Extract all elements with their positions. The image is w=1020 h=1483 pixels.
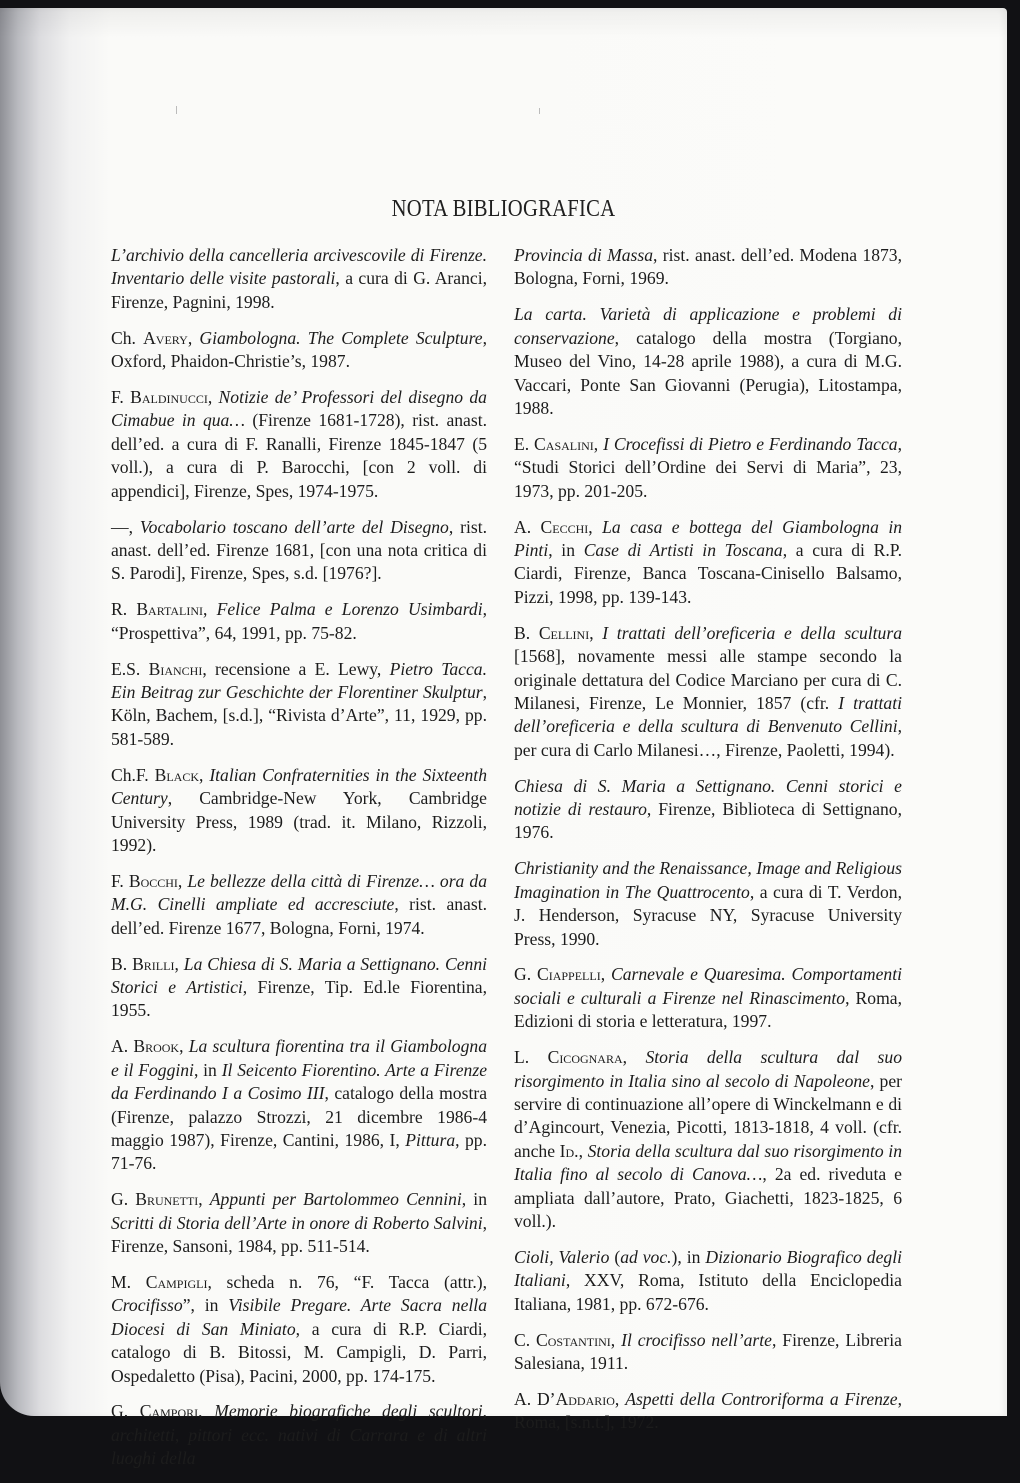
entry-author: Black — [154, 764, 200, 785]
entry-title-italic: Notizie de’ Professori del disegno da Cimabue in qua… — [111, 387, 487, 431]
page-title: NOTA BIBLIOGRAFICA — [391, 196, 616, 223]
entry-text: , — [610, 1329, 622, 1350]
entry-title-italic: I Crocefissi di Pietro e Ferdinando Tacca — [603, 433, 898, 454]
entry-title-italic: Italian Confraternities in the Sixteenth Century — [111, 764, 487, 809]
entry-title-italic: Le bellezze della città di Firenze… ora da M.G. Cinelli ampliate ed accresciute — [111, 870, 487, 915]
entry-author: Id. — [559, 1140, 579, 1161]
entry-title-italic: La scultura fiorentina tra il Giambologna e il Foggini — [111, 1036, 487, 1080]
entry-title-italic: ad voc. — [620, 1246, 672, 1267]
entry-text: , per cura di Carlo Milanesi…, Firenze, Paoletti, 1994). — [514, 716, 902, 760]
bibliography-entry — [111, 953, 487, 1023]
bibliography-entry — [111, 516, 487, 586]
entry-title-italic: Storia della scultura dal suo risorgimento in Italia fino al secolo di Canova… — [514, 1140, 902, 1185]
entry-text: , — [614, 1388, 626, 1409]
bibliography-entry — [111, 1400, 487, 1470]
entry-author: Brook — [133, 1036, 180, 1057]
entry-text: R. — [111, 599, 137, 620]
entry-text: (Firenze 1681-1728), rist. anast. dell’ed. a cura di F. Ranalli, Firenze 1845-1847 (5 voll.), a cura di P. Barocchi, [con 2 voll. di appendici], Firenze, Spes, 1974-1975. — [111, 410, 487, 501]
entry-text: [1568], novamente messi alle stampe secondo la originale dettatura del Codice Marciano per cura di C. Milanesi, Firenze, Le Monnier, 1857 (cfr. — [514, 646, 902, 713]
entry-author: Cicognara — [547, 1047, 623, 1068]
entry-text: , scheda n. 76, “F. Tacca (attr.), — [207, 1271, 487, 1292]
entry-text: A. — [514, 516, 541, 537]
entry-title-italic: L’archivio della cancelleria arcivescovile di Firenze. Inventario delle visite pastorali — [111, 245, 487, 289]
book-page — [0, 8, 1007, 1469]
entry-text: , Köln, Bachem, [s.d.], “Rivista d’Arte”, 11, 1929, pp. 581-589. — [111, 682, 487, 749]
entry-title-italic: La carta. Varietà di applicazione e problemi di conservazione — [514, 304, 902, 348]
entry-text: , rist. anast. dell’ed. Modena 1873, Bologna, Forni, 1969. — [514, 245, 902, 289]
entry-text: C. — [514, 1329, 537, 1350]
bibliography-entry — [514, 1388, 902, 1435]
bibliography-entry — [514, 857, 902, 951]
entry-text: , “Studi Storici dell’Ordine dei Servi di Maria”, 23, 1973, pp. 201-205. — [514, 433, 903, 501]
entry-text: , — [207, 387, 219, 408]
entry-text: , Roma, Edizioni di storia e letteratura, 1997. — [514, 987, 902, 1032]
bibliography-entry — [514, 433, 902, 503]
entry-author: Ciappelli — [536, 964, 601, 985]
entry-text: , Roma, [s.n.t.], 1972. — [514, 1388, 902, 1433]
entry-text: F. — [111, 870, 129, 891]
entry-text: E. — [514, 433, 535, 454]
bibliography-entry — [111, 244, 487, 314]
entry-text: L. — [514, 1047, 548, 1068]
entry-text: ”, in — [182, 1295, 229, 1316]
bibliography-right-column — [514, 244, 902, 1447]
entry-text: , — [198, 1401, 215, 1422]
entry-title-italic: Carnevale e Quaresima. Comportamenti sociali e culturali a Firenze nel Rinascimento — [514, 964, 902, 1008]
bibliography-entry — [111, 764, 487, 858]
entry-title-italic: Il crocifisso nell’arte — [621, 1329, 772, 1350]
entry-text: E.S. — [111, 658, 149, 679]
bibliography-entry — [111, 598, 487, 645]
bibliography-entry — [111, 870, 487, 940]
entry-text: , 2a ed. riveduta e ampliata dall’autore, Prato, Giachetti, 1823-1825, 6 voll.). — [514, 1164, 902, 1232]
entry-text: , in — [193, 1059, 222, 1080]
entry-text: , — [600, 964, 611, 985]
entry-text: , per servire di continuazione all’opere di Winckelmann e di d’Agincourt, Venezia, Picotti, 1813-1818, 4 voll. (cfr. anche — [514, 1070, 902, 1161]
entry-text: , — [187, 327, 200, 348]
entry-text: B. — [111, 953, 133, 974]
entry-title-italic: Provincia di Massa — [514, 245, 654, 265]
entry-author: Campigli — [145, 1271, 208, 1292]
entry-author: Avery — [143, 327, 188, 348]
entry-title-italic: La casa e bottega del Giambologna in Pinti — [514, 516, 902, 560]
entry-text: , catalogo della mostra (Firenze, palazzo Strozzi, 21 dicembre 1986-4 maggio 1987), Firenze, Cantini, 1986, I, — [111, 1083, 488, 1150]
entry-text: M. — [111, 1271, 146, 1292]
entry-text: , — [179, 1036, 189, 1057]
entry-text: , a cura di R.P. Ciardi, Firenze, Banca Toscana-Cinisello Balsamo, Pizzi, 1998, pp. 139-143. — [514, 539, 902, 607]
entry-title-italic: Memorie biografiche degli scultori, architetti, pittori ecc. nativi di Carrara e di altri luoghi della — [111, 1401, 487, 1469]
entry-text: F. — [111, 387, 131, 408]
entry-author: Campori — [139, 1401, 199, 1422]
entry-text: G. — [111, 1401, 140, 1422]
bibliography-entry — [514, 775, 902, 845]
entry-text: , Firenze, Libreria Salesiana, 1911. — [514, 1329, 902, 1374]
entry-text: , — [203, 599, 217, 620]
entry-text: A. — [111, 1036, 134, 1057]
bibliography-entry — [111, 1271, 487, 1388]
bibliography-entry — [514, 303, 902, 420]
entry-text: , Oxford, Phaidon-Christie’s, 1987. — [111, 327, 487, 372]
entry-title-italic: Felice Palma e Lorenzo Usimbardi — [216, 599, 483, 620]
bibliography-entry — [514, 1246, 902, 1316]
entry-title-italic: Case di Artisti in Toscana — [583, 539, 783, 560]
entry-title-italic: Giambologna. The Complete Sculpture — [199, 327, 483, 348]
entry-text: , pp. 71-76. — [111, 1129, 487, 1174]
entry-text: ), in — [671, 1246, 706, 1267]
entry-text: G. — [111, 1189, 136, 1210]
entry-title-italic: Storia della scultura dal suo risorgimento in Italia sino al secolo di Napoleone — [514, 1047, 902, 1091]
entry-title-italic: Vocabolario toscano dell’arte del Disegno — [139, 516, 449, 537]
bibliography-entry — [111, 658, 487, 752]
entry-author: Cellini — [538, 622, 590, 643]
entry-text: , — [589, 622, 603, 643]
bibliography-entry — [111, 386, 487, 503]
entry-author: Bartalini — [136, 599, 204, 620]
bibliography-entry — [111, 327, 487, 374]
entry-text: Ch.F. — [111, 764, 155, 785]
entry-text: , — [588, 516, 603, 537]
entry-text: , — [174, 953, 184, 974]
entry-text: , — [622, 1047, 646, 1068]
entry-text: , rist. anast. dell’ed. Firenze 1681, [con una nota critica di S. Parodi], Firenze, Spes, s.d. [1976?]. — [111, 516, 487, 584]
entry-text: , — [177, 870, 188, 891]
entry-text: , XXV, Roma, Istituto della Enciclopedia Italiana, 1981, pp. 672-676. — [514, 1270, 902, 1314]
bibliography-entry — [111, 1035, 487, 1175]
entry-text: G. — [514, 964, 537, 985]
page-shadow — [0, 8, 1007, 38]
entry-title-italic: Crocifisso — [111, 1295, 183, 1316]
entry-title-italic: Dizionario Biografico degli Italiani — [514, 1246, 902, 1291]
entry-title-italic: La Chiesa di S. Maria a Settignano. Cenni Storici e Artistici — [111, 953, 488, 997]
entry-text: , in — [548, 539, 584, 560]
bibliography-entry — [514, 1329, 902, 1376]
bibliography-left-column — [111, 244, 487, 1483]
scan-artifact — [539, 108, 540, 114]
entry-text: , — [578, 1140, 588, 1161]
entry-text: , Firenze, Biblioteca di Settignano, 1976. — [514, 799, 903, 843]
entry-text: ( — [609, 1246, 621, 1267]
entry-text: , recensione a E. Lewy, — [202, 658, 390, 679]
entry-author: Brunetti — [135, 1189, 199, 1210]
entry-text: , in — [461, 1189, 487, 1210]
entry-author: Bocchi — [128, 870, 178, 891]
entry-author: Costantini — [536, 1329, 611, 1350]
entry-title-italic: Cioli, Valerio — [514, 1246, 610, 1267]
bibliography-entry — [514, 244, 902, 291]
entry-text: , a cura di T. Verdon, J. Henderson, Syracuse NY, Syracuse University Press, 1990. — [514, 881, 902, 949]
entry-title-italic: I trattati dell’oreficeria e della scultura di Benvenuto Cellini — [514, 692, 902, 737]
entry-title-italic: Visibile Pregare. Arte Sacra nella Diocesi di San Miniato — [111, 1295, 487, 1339]
entry-title-italic: Il Seicento Fiorentino. Arte a Firenze da Ferdinando I a Cosimo III — [111, 1059, 487, 1104]
entry-title-italic: Pittura — [405, 1129, 456, 1150]
entry-text: , a cura di R.P. Ciardi, catalogo di B. Bitossi, M. Campigli, D. Parri, Ospedaletto (Pisa), Pacini, 2000, pp. 174-175. — [111, 1318, 487, 1386]
entry-author: Casalini — [534, 433, 594, 454]
entry-author: Baldinucci — [130, 387, 208, 408]
entry-author: Bianchi — [148, 658, 203, 679]
entry-title-italic: Chiesa di S. Maria a Settignano. Cenni storici e notizie di restauro — [514, 775, 902, 820]
entry-text: , catalogo della mostra (Torgiano, Museo del Vino, 14-28 aprile 1988), a cura di M.G. Vaccari, Ponte San Giovanni (Perugia), Litostampa, 1988. — [514, 327, 902, 418]
entry-text: , a cura di G. Aranci, Firenze, Pagnini, 1998. — [111, 268, 487, 312]
entry-text: A. D’ — [514, 1388, 556, 1409]
entry-text: , Cambridge-New York, Cambridge University Press, 1989 (trad. it. Milano, Rizzoli, 1992). — [111, 788, 487, 855]
entry-text: —, — [111, 516, 140, 537]
entry-title-italic: Christianity and the Renaissance, Image and Religious Imagination in The Quattrocento — [514, 858, 902, 902]
entry-text: , — [199, 764, 210, 785]
entry-text: , rist. anast. dell’ed. Firenze 1677, Bologna, Forni, 1974. — [111, 894, 487, 938]
entry-text: , Firenze, Tip. Ed.le Fiorentina, 1955. — [111, 976, 487, 1021]
bibliography-entry — [111, 1188, 487, 1258]
entry-title-italic: Pietro Tacca. Ein Beitrag zur Geschichte der Florentiner Skulptur — [111, 658, 487, 702]
entry-text: , “Prospettiva”, 64, 1991, pp. 75-82. — [111, 599, 487, 643]
entry-title-italic: Scritti di Storia dell’Arte in onore di Roberto Salvini — [111, 1212, 483, 1233]
entry-text: , — [198, 1189, 210, 1210]
entry-text: B. — [514, 622, 539, 643]
entry-title-italic: I trattati dell’oreficeria e della scultura — [602, 622, 902, 643]
bibliography-entry — [514, 1046, 902, 1233]
bibliography-entry — [514, 622, 902, 762]
entry-text: , — [593, 433, 604, 454]
entry-author: Addario — [555, 1388, 615, 1409]
entry-title-italic: Aspetti della Controriforma a Firenze — [625, 1388, 898, 1409]
entry-author: Cecchi — [540, 516, 589, 537]
bibliography-entry — [514, 963, 902, 1033]
bibliography-entry — [514, 516, 902, 610]
entry-text: , Firenze, Sansoni, 1984, pp. 511-514. — [111, 1212, 487, 1257]
entry-title-italic: Appunti per Bartolommeo Cennini — [209, 1189, 462, 1210]
entry-author: Brilli — [132, 953, 175, 974]
entry-text: Ch. — [111, 327, 144, 348]
scan-artifact — [176, 106, 177, 114]
